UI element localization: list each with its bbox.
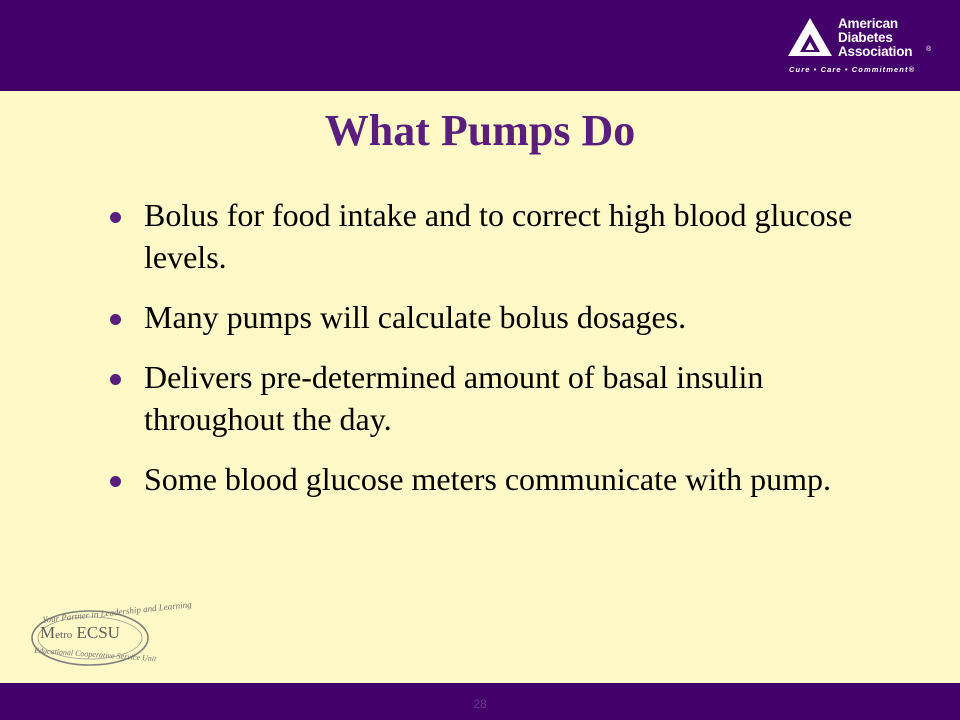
ecsu-wordmark xyxy=(40,623,120,643)
bullet-text: Many pumps will calculate bolus dosages. xyxy=(144,299,687,335)
ecsu-ring-bottom-text: Educational Cooperative Service Unit xyxy=(33,645,157,664)
bullet-dot-icon xyxy=(110,212,121,223)
ada-tagline: Cure • Care • Commitment® xyxy=(789,65,916,74)
bullet-dot-icon xyxy=(110,374,121,385)
bullet-item xyxy=(108,356,908,440)
ada-triangle-icon xyxy=(786,16,834,58)
page-number: 28 xyxy=(473,697,487,711)
ada-logo xyxy=(786,14,946,84)
ecsu-ring-top-text: Your Partner in Leadership and Learning xyxy=(41,599,193,625)
bullet-text: Delivers pre-determined amount of basal insulin throughout the day. xyxy=(144,359,764,437)
bullet-item xyxy=(108,194,908,278)
bullet-item xyxy=(108,458,908,500)
ecsu-metro-rest: etro xyxy=(55,629,73,641)
bullet-dot-icon xyxy=(110,314,121,325)
ecsu-name: ECSU xyxy=(76,623,120,642)
slide-title: What Pumps Do xyxy=(324,106,636,155)
ada-name: American Diabetes Association xyxy=(838,16,913,59)
bullet-list xyxy=(108,194,908,518)
ecsu-metro-initial: M xyxy=(40,623,56,642)
bullet-text: Bolus for food intake and to correct high blood glucose levels. xyxy=(144,197,853,275)
metro-ecsu-logo xyxy=(28,599,193,676)
bullet-item xyxy=(108,296,908,338)
ada-registered-mark: ® xyxy=(926,46,932,53)
bullet-dot-icon xyxy=(110,476,121,487)
bullet-text: Some blood glucose meters communicate with pump. xyxy=(144,461,831,497)
